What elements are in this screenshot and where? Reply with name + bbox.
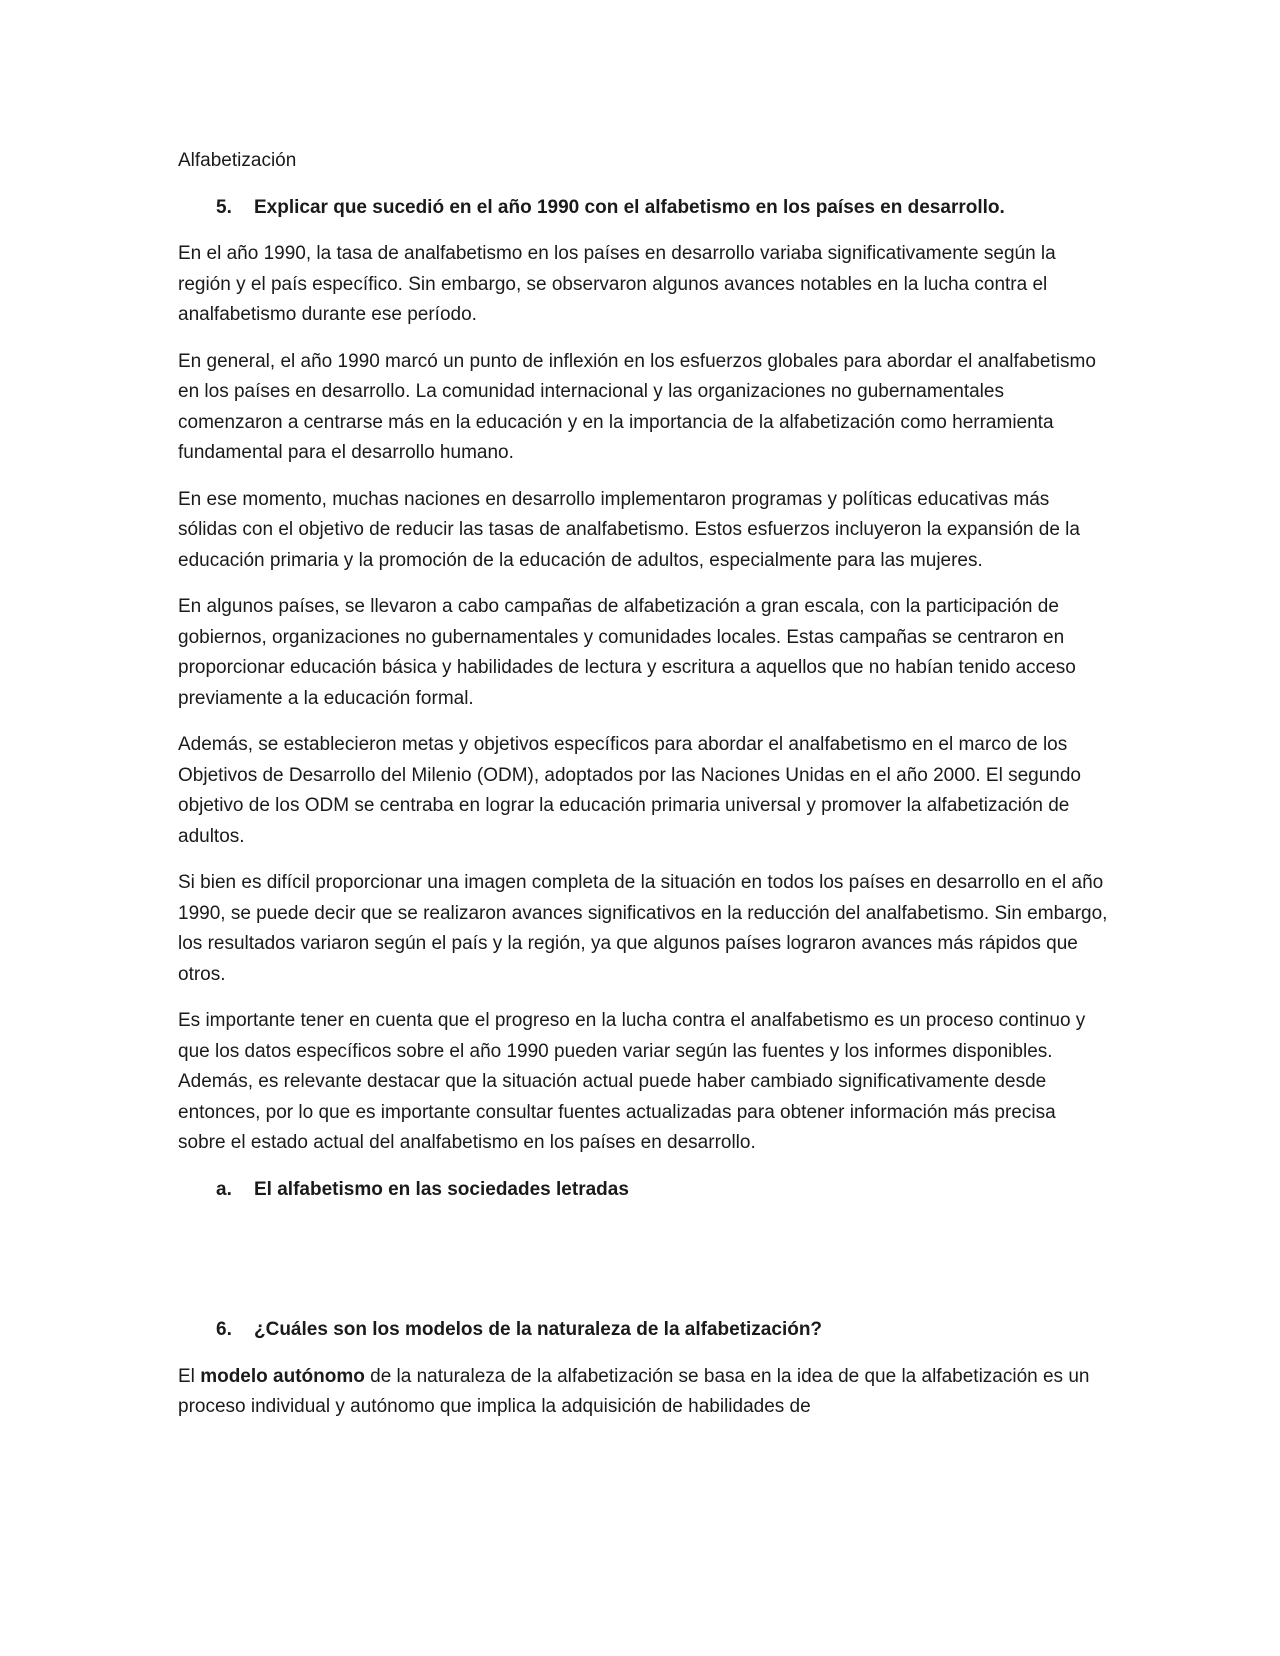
paragraph: En general, el año 1990 marcó un punto de inflexión en los esfuerzos globales para abordar el analfabetismo en los países en desarrollo. La comunidad internacional y las organizaciones no gubernamentales comenzaron a centrarse más en la educación y en la importancia de la alfabetización como herramienta fundamental para el desarrollo humano. xyxy=(178,350,1096,463)
last-paragraph-bold: modelo autónomo xyxy=(200,1365,365,1387)
subheading-a xyxy=(178,1175,1108,1206)
paragraph: En ese momento, muchas naciones en desarrollo implementaron programas y políticas educativas más sólidas con el objetivo de reducir las tasas de analfabetismo. Estos esfuerzos incluyeron la expansión de la educación primaria y la promoción de la educación de adultos, especialmente para las mujeres. xyxy=(178,488,1080,571)
question-5-text: Explicar que sucedió en el año 1990 con el alfabetismo en los países en desarrollo. xyxy=(254,196,1005,218)
document-page xyxy=(178,146,1108,1439)
paragraph: En el año 1990, la tasa de analfabetismo en los países en desarrollo variaba significativamente según la región y el país específico. Sin embargo, se observaron algunos avances notables en la lucha contra el analfabetismo durante ese período. xyxy=(178,243,1056,325)
paragraph: Si bien es difícil proporcionar una imagen completa de la situación en todos los países en desarrollo en el año 1990, se puede decir que se realizaron avances significativos en la reducción del analfabetismo. Sin embargo, los resultados variaron según el país y la región, ya que algunos países lograron avances más rápidos que otros. xyxy=(178,872,1108,985)
question-5-heading xyxy=(178,193,1108,224)
subheading-a-text: El alfabetismo en las sociedades letradas xyxy=(254,1178,629,1200)
question-6-text: ¿Cuáles son los modelos de la naturaleza de la alfabetización? xyxy=(254,1319,823,1340)
paragraph-last xyxy=(178,1362,1108,1423)
paragraph: En algunos países, se llevaron a cabo campañas de alfabetización a gran escala, con la participación de gobiernos, organizaciones no gubernamentales y comunidades locales. Estas campañas se centraron en proporcionar educación básica y habilidades de lectura y escritura a aquellos que no habían tenido acceso previamente a la educación formal. xyxy=(178,596,1076,709)
subheading-a-letter: a. xyxy=(216,1178,232,1200)
document-title: Alfabetización xyxy=(178,150,297,171)
question-6-heading xyxy=(178,1315,1108,1346)
question-5-number: 5. xyxy=(216,196,232,218)
paragraph: Es importante tener en cuenta que el progreso en la lucha contra el analfabetismo es un proceso continuo y que los datos específicos sobre el año 1990 pueden variar según las fuentes y los informes disponibles. Además, es relevante destacar que la situación actual puede haber cambiado significativamente desde entonces, por lo que es importante consultar fuentes actualizadas para obtener información más precisa sobre el estado actual del analfabetismo en los países en desarrollo. xyxy=(178,1010,1086,1153)
paragraph: Además, se establecieron metas y objetivos específicos para abordar el analfabetismo en el marco de los Objetivos de Desarrollo del Milenio (ODM), adoptados por las Naciones Unidas en el año 2000. El segundo objetivo de los ODM se centraba en lograr la educación primaria universal y promover la alfabetización de adultos. xyxy=(178,734,1082,847)
question-6-number: 6. xyxy=(216,1319,232,1340)
last-paragraph-prefix: El xyxy=(178,1365,201,1387)
blank-space xyxy=(178,1221,1108,1315)
last-paragraph-rest: de la naturaleza de la alfabetización se basa en la idea de que la alfabetización es un proceso individual y autónomo que implica la adquisición de habilidades de xyxy=(178,1365,1090,1417)
